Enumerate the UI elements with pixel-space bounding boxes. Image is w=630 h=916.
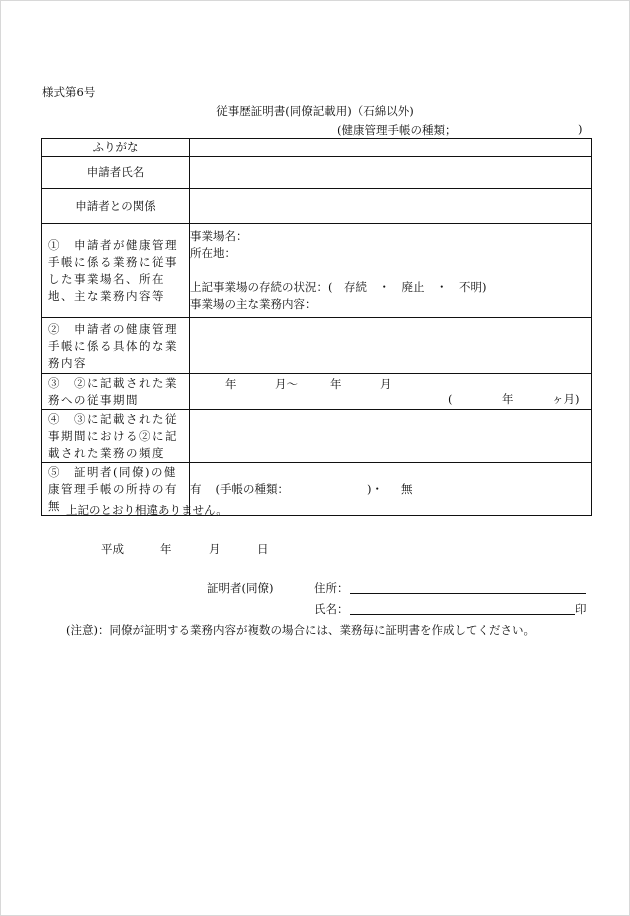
period-to-year: 年	[330, 377, 342, 391]
workplace-main-work-label: 事業場の主な業務内容：	[190, 297, 317, 311]
work-details-label: ② 申請者の健康管理手帳に係る具体的な業務内容	[42, 318, 190, 374]
period-total-years: 年	[502, 392, 514, 406]
date-year: 年	[160, 542, 172, 556]
relationship-row	[42, 189, 592, 224]
workplace-address-label: 所在地：	[190, 246, 236, 260]
period-label: ③ ②に記載された業務への従事期間	[42, 374, 190, 410]
relationship-field[interactable]	[190, 189, 592, 224]
period-total-open: (	[448, 392, 453, 406]
booklet-close: )・	[367, 481, 383, 496]
workplace-label: ① 申請者が健康管理手帳に係る業務に従事した事業場名、所在地、主な業務内容等	[42, 224, 190, 318]
name-input-line[interactable]	[350, 614, 575, 615]
booklet-type-inline: (手帳の種類：	[215, 481, 289, 496]
period-from-year: 年	[225, 377, 237, 391]
period-field[interactable]	[190, 374, 592, 410]
furigana-row	[42, 139, 592, 157]
booklet-type-close: )	[578, 122, 583, 136]
period-total-months: ヶ月)	[552, 392, 580, 406]
booklet-type-label: (健康管理手帳の種類；	[337, 123, 457, 137]
applicant-name-field[interactable]	[190, 157, 592, 189]
workplace-row	[42, 224, 592, 318]
applicant-name-label: 申請者氏名	[42, 157, 190, 189]
relationship-label: 申請者との関係	[42, 189, 190, 224]
applicant-name-row	[42, 157, 592, 189]
furigana-label: ふりがな	[42, 139, 190, 157]
date-day: 日	[257, 542, 269, 556]
form-title: 従事歴証明書(同僚記載用)（石綿以外)	[216, 104, 414, 118]
certifier-label: 証明者(同僚)	[207, 581, 274, 595]
workplace-field[interactable]	[190, 224, 592, 318]
booklet-field[interactable]	[190, 463, 592, 516]
seal-mark: 印	[575, 602, 587, 616]
frequency-label: ④ ③に記載された従事期間における②に記載された業務の頻度	[42, 410, 190, 463]
date-month: 月	[209, 542, 221, 556]
furigana-field[interactable]	[190, 139, 592, 157]
booklet-yes[interactable]: 有	[190, 481, 202, 496]
address-label: 住所：	[314, 581, 349, 595]
address-input-line[interactable]	[350, 593, 586, 594]
note: (注意)：同僚が証明する業務内容が複数の場合には、業務毎に証明書を作成してください。	[66, 623, 535, 637]
period-row	[42, 374, 592, 410]
workplace-name-label: 事業場名：	[190, 229, 248, 243]
work-details-field[interactable]	[190, 318, 592, 374]
frequency-field[interactable]	[190, 410, 592, 463]
workplace-status-label: 上記事業場の存続の状況：( 存続 ・ 廃止 ・ 不明)	[190, 280, 487, 294]
date-era: 平成	[101, 542, 124, 556]
period-to-month: 月	[380, 377, 392, 391]
frequency-row	[42, 410, 592, 463]
spacer	[190, 262, 591, 279]
booklet-label: ⑤ 証明者(同僚)の健康管理手帳の所持の有無	[42, 463, 190, 516]
booklet-no[interactable]: 無	[401, 481, 413, 496]
form-number: 様式第6号	[42, 85, 96, 99]
certificate-table	[41, 138, 592, 516]
period-from-month: 月〜	[275, 377, 298, 391]
work-details-row	[42, 318, 592, 374]
name-label: 氏名：	[314, 602, 349, 616]
declaration: 上記のとおり相違ありません。	[66, 503, 228, 517]
